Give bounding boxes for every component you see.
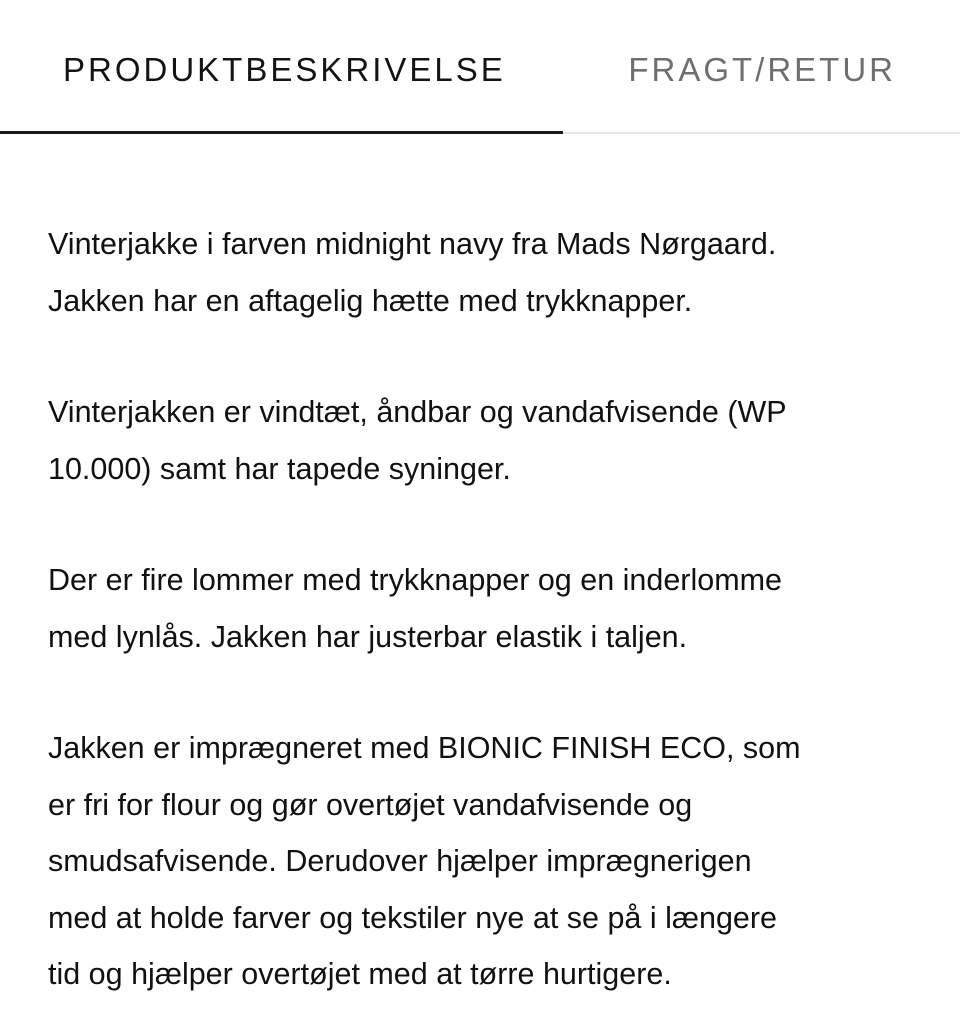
description-line: Der er fire lommer med trykknapper og en inderlomme (48, 563, 782, 597)
tab-shipping-returns[interactable]: FRAGT/RETUR (628, 51, 896, 88)
description-line: tid og hjælper overtøjet med at tørre hurtigere. (48, 957, 672, 991)
tab-product-description[interactable]: PRODUKTBESKRIVELSE (63, 51, 506, 88)
description-line: 10.000) samt har tapede syninger. (48, 451, 511, 486)
description-line: Vinterjakke i farven midnight navy fra Mads Nørgaard. (48, 227, 777, 261)
tab-bar (0, 0, 960, 134)
description-line: Jakken har en aftagelig hætte med trykknapper. (48, 283, 693, 318)
product-description-panel (0, 216, 960, 1003)
description-paragraph-4 (48, 720, 912, 1003)
description-line: Jakken er imprægneret med BIONIC FINISH ECO, som (48, 731, 801, 765)
active-tab-indicator (0, 131, 563, 134)
description-line: med lynlås. Jakken har justerbar elastik i taljen. (48, 619, 688, 654)
description-paragraph-3 (48, 552, 912, 665)
description-paragraph-1 (48, 216, 912, 329)
description-line: er fri for flour og gør overtøjet vandafvisende og (48, 787, 693, 822)
description-line: smudsafvisende. Derudover hjælper imprægnerigen (48, 844, 752, 878)
description-paragraph-2 (48, 384, 912, 497)
description-line: med at holde farver og tekstiler nye at se på i længere (48, 900, 778, 935)
description-line: Vinterjakken er vindtæt, åndbar og vandafvisende (WP (48, 395, 787, 429)
